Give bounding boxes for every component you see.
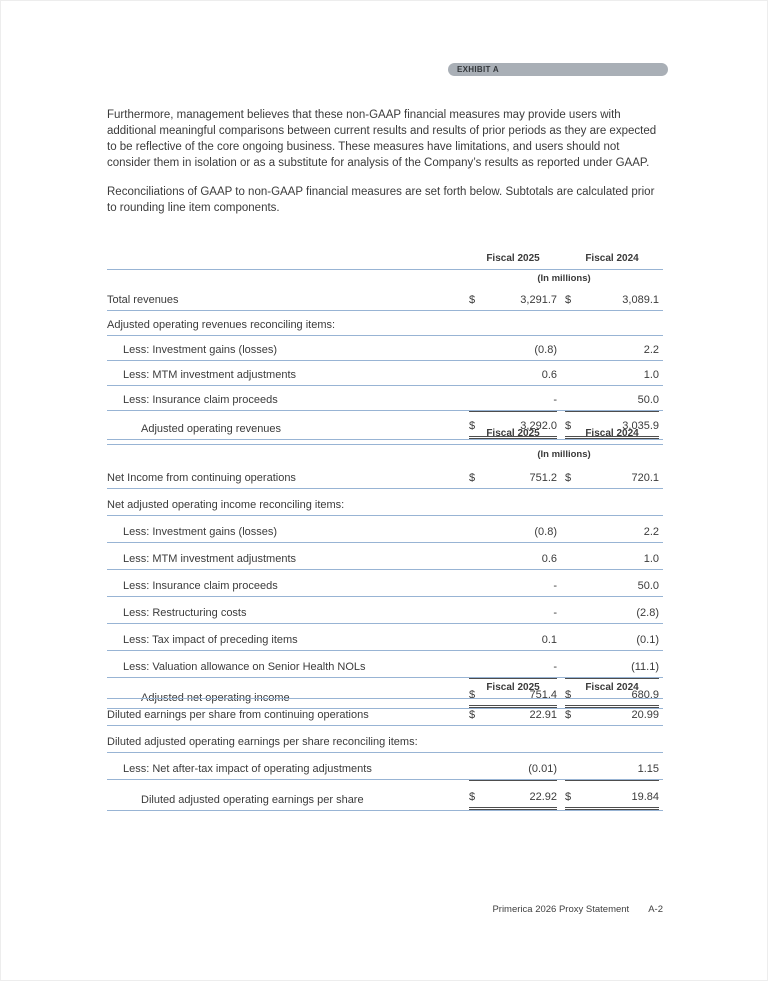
value-fiscal-2024: 1.0 <box>589 543 659 570</box>
column-header-fiscal-2025: Fiscal 2025 <box>469 418 557 445</box>
value-fiscal-2024: 50.0 <box>589 570 659 597</box>
units-label: (In millions) <box>537 449 591 460</box>
total-row <box>107 780 663 810</box>
dollar-sign: $ <box>469 699 493 726</box>
section-label: Diluted adjusted operating earnings per share reconciling items: <box>107 726 663 753</box>
value-fiscal-2024: (2.8) <box>589 597 659 624</box>
column-header-fiscal-2024: Fiscal 2024 <box>565 245 659 270</box>
value-fiscal-2024: 2.2 <box>589 336 659 361</box>
value-fiscal-2025: 0.6 <box>493 543 557 570</box>
intro-text <box>107 107 665 229</box>
value-fiscal-2024: 20.99 <box>589 699 659 726</box>
footer-document-title: Primerica 2026 Proxy Statement <box>492 904 630 915</box>
value-fiscal-2024: 19.84 <box>589 780 659 810</box>
dollar-sign: $ <box>469 411 493 439</box>
section-label: Net adjusted operating income reconciling items: <box>107 489 663 516</box>
column-header-fiscal-2024: Fiscal 2024 <box>565 671 659 699</box>
footer-page-number: A-2 <box>648 904 663 915</box>
table-row <box>107 361 663 386</box>
table-row <box>107 543 663 570</box>
dollar-sign: $ <box>565 678 589 708</box>
table-adjusted-net-operating-income <box>107 418 663 709</box>
row-label: Less: MTM investment adjustments <box>107 361 469 386</box>
dollar-sign: $ <box>565 699 589 726</box>
row-label: Less: Restructuring costs <box>107 597 469 624</box>
value-fiscal-2025: 3,291.7 <box>493 286 557 311</box>
row-label: Diluted adjusted operating earnings per share <box>141 794 364 806</box>
value-fiscal-2024: 1.0 <box>589 361 659 386</box>
table-row <box>107 286 663 311</box>
table-header-row <box>107 245 663 270</box>
section-row <box>107 311 663 336</box>
table-row <box>107 516 663 543</box>
column-header-fiscal-2024: Fiscal 2024 <box>565 418 659 445</box>
column-header-fiscal-2025: Fiscal 2025 <box>469 671 557 699</box>
table-row <box>107 570 663 597</box>
value-fiscal-2024: (0.1) <box>589 624 659 651</box>
table-row <box>107 462 663 489</box>
units-row <box>107 445 663 462</box>
value-fiscal-2025: 22.91 <box>493 699 557 726</box>
table-row <box>107 336 663 361</box>
table-header-row <box>107 671 663 699</box>
table-row <box>107 597 663 624</box>
value-fiscal-2025: 0.6 <box>493 361 557 386</box>
row-label: Less: Investment gains (losses) <box>107 516 469 543</box>
row-label: Less: Net after-tax impact of operating adjustments <box>107 753 469 780</box>
row-label: Net Income from continuing operations <box>107 462 469 489</box>
dollar-sign: $ <box>565 780 589 810</box>
value-fiscal-2024: 3,089.1 <box>589 286 659 311</box>
value-fiscal-2024: 720.1 <box>589 462 659 489</box>
section-row <box>107 726 663 753</box>
dollar-sign: $ <box>565 462 589 489</box>
column-header-fiscal-2025: Fiscal 2025 <box>469 245 557 270</box>
dollar-sign: $ <box>565 286 589 311</box>
value-fiscal-2025: - <box>493 597 557 624</box>
dollar-sign: $ <box>469 286 493 311</box>
dollar-sign: $ <box>469 462 493 489</box>
page-footer <box>107 904 663 915</box>
value-fiscal-2025: 0.1 <box>493 624 557 651</box>
row-label: Adjusted operating revenues <box>141 423 282 435</box>
units-row <box>107 270 663 286</box>
row-label: Less: Insurance claim proceeds <box>107 570 469 597</box>
value-fiscal-2025: (0.8) <box>493 516 557 543</box>
value-fiscal-2024: (11.1) <box>589 651 659 678</box>
value-fiscal-2024: 50.0 <box>589 386 659 411</box>
intro-paragraph-1: Furthermore, management believes that these non-GAAP financial measures may provide users with additional meaningful comparisons between current results and results of prior periods as they are expected to be reflective of the core ongoing business. These measures have limitations, and users should not consider them in isolation or as a substitute for analysis of the Company’s results as reported under GAAP. <box>107 109 657 169</box>
section-row <box>107 489 663 516</box>
table-adjusted-operating-revenues <box>107 245 663 440</box>
value-fiscal-2025: 751.4 <box>493 678 557 708</box>
value-fiscal-2025: (0.01) <box>493 753 557 780</box>
row-label: Less: Valuation allowance on Senior Health NOLs <box>107 651 469 678</box>
row-label: Less: Insurance claim proceeds <box>107 386 469 411</box>
value-fiscal-2024: 3,035.9 <box>589 411 659 439</box>
units-label: (In millions) <box>537 273 591 284</box>
value-fiscal-2025: (0.8) <box>493 336 557 361</box>
section-label: Adjusted operating revenues reconciling items: <box>107 311 663 336</box>
value-fiscal-2024: 2.2 <box>589 516 659 543</box>
table-row <box>107 624 663 651</box>
value-fiscal-2025: - <box>493 386 557 411</box>
value-fiscal-2025: 22.92 <box>493 780 557 810</box>
row-label: Adjusted net operating income <box>141 692 290 704</box>
row-label: Diluted earnings per share from continuing operations <box>107 699 469 726</box>
table-header-row <box>107 418 663 445</box>
table-row <box>107 699 663 726</box>
intro-paragraph-2: Reconciliations of GAAP to non-GAAP financial measures are set forth below. Subtotals are calculated prior to rounding line item components. <box>107 186 655 214</box>
value-fiscal-2025: 751.2 <box>493 462 557 489</box>
dollar-sign: $ <box>469 678 493 708</box>
value-fiscal-2024: 1.15 <box>589 753 659 780</box>
value-fiscal-2025: 3,292.0 <box>493 411 557 439</box>
value-fiscal-2025: - <box>493 570 557 597</box>
exhibit-badge-label: EXHIBIT A <box>457 64 499 74</box>
value-fiscal-2025: - <box>493 651 557 678</box>
table-row <box>107 753 663 780</box>
dollar-sign: $ <box>469 780 493 810</box>
row-label: Total revenues <box>107 286 469 311</box>
value-fiscal-2024: 680.9 <box>589 678 659 708</box>
row-label: Less: Investment gains (losses) <box>107 336 469 361</box>
table-row <box>107 386 663 411</box>
row-label: Less: Tax impact of preceding items <box>107 624 469 651</box>
exhibit-badge <box>448 63 668 76</box>
row-label: Less: MTM investment adjustments <box>107 543 469 570</box>
table-diluted-adjusted-operating-eps <box>107 671 663 811</box>
dollar-sign: $ <box>565 411 589 439</box>
